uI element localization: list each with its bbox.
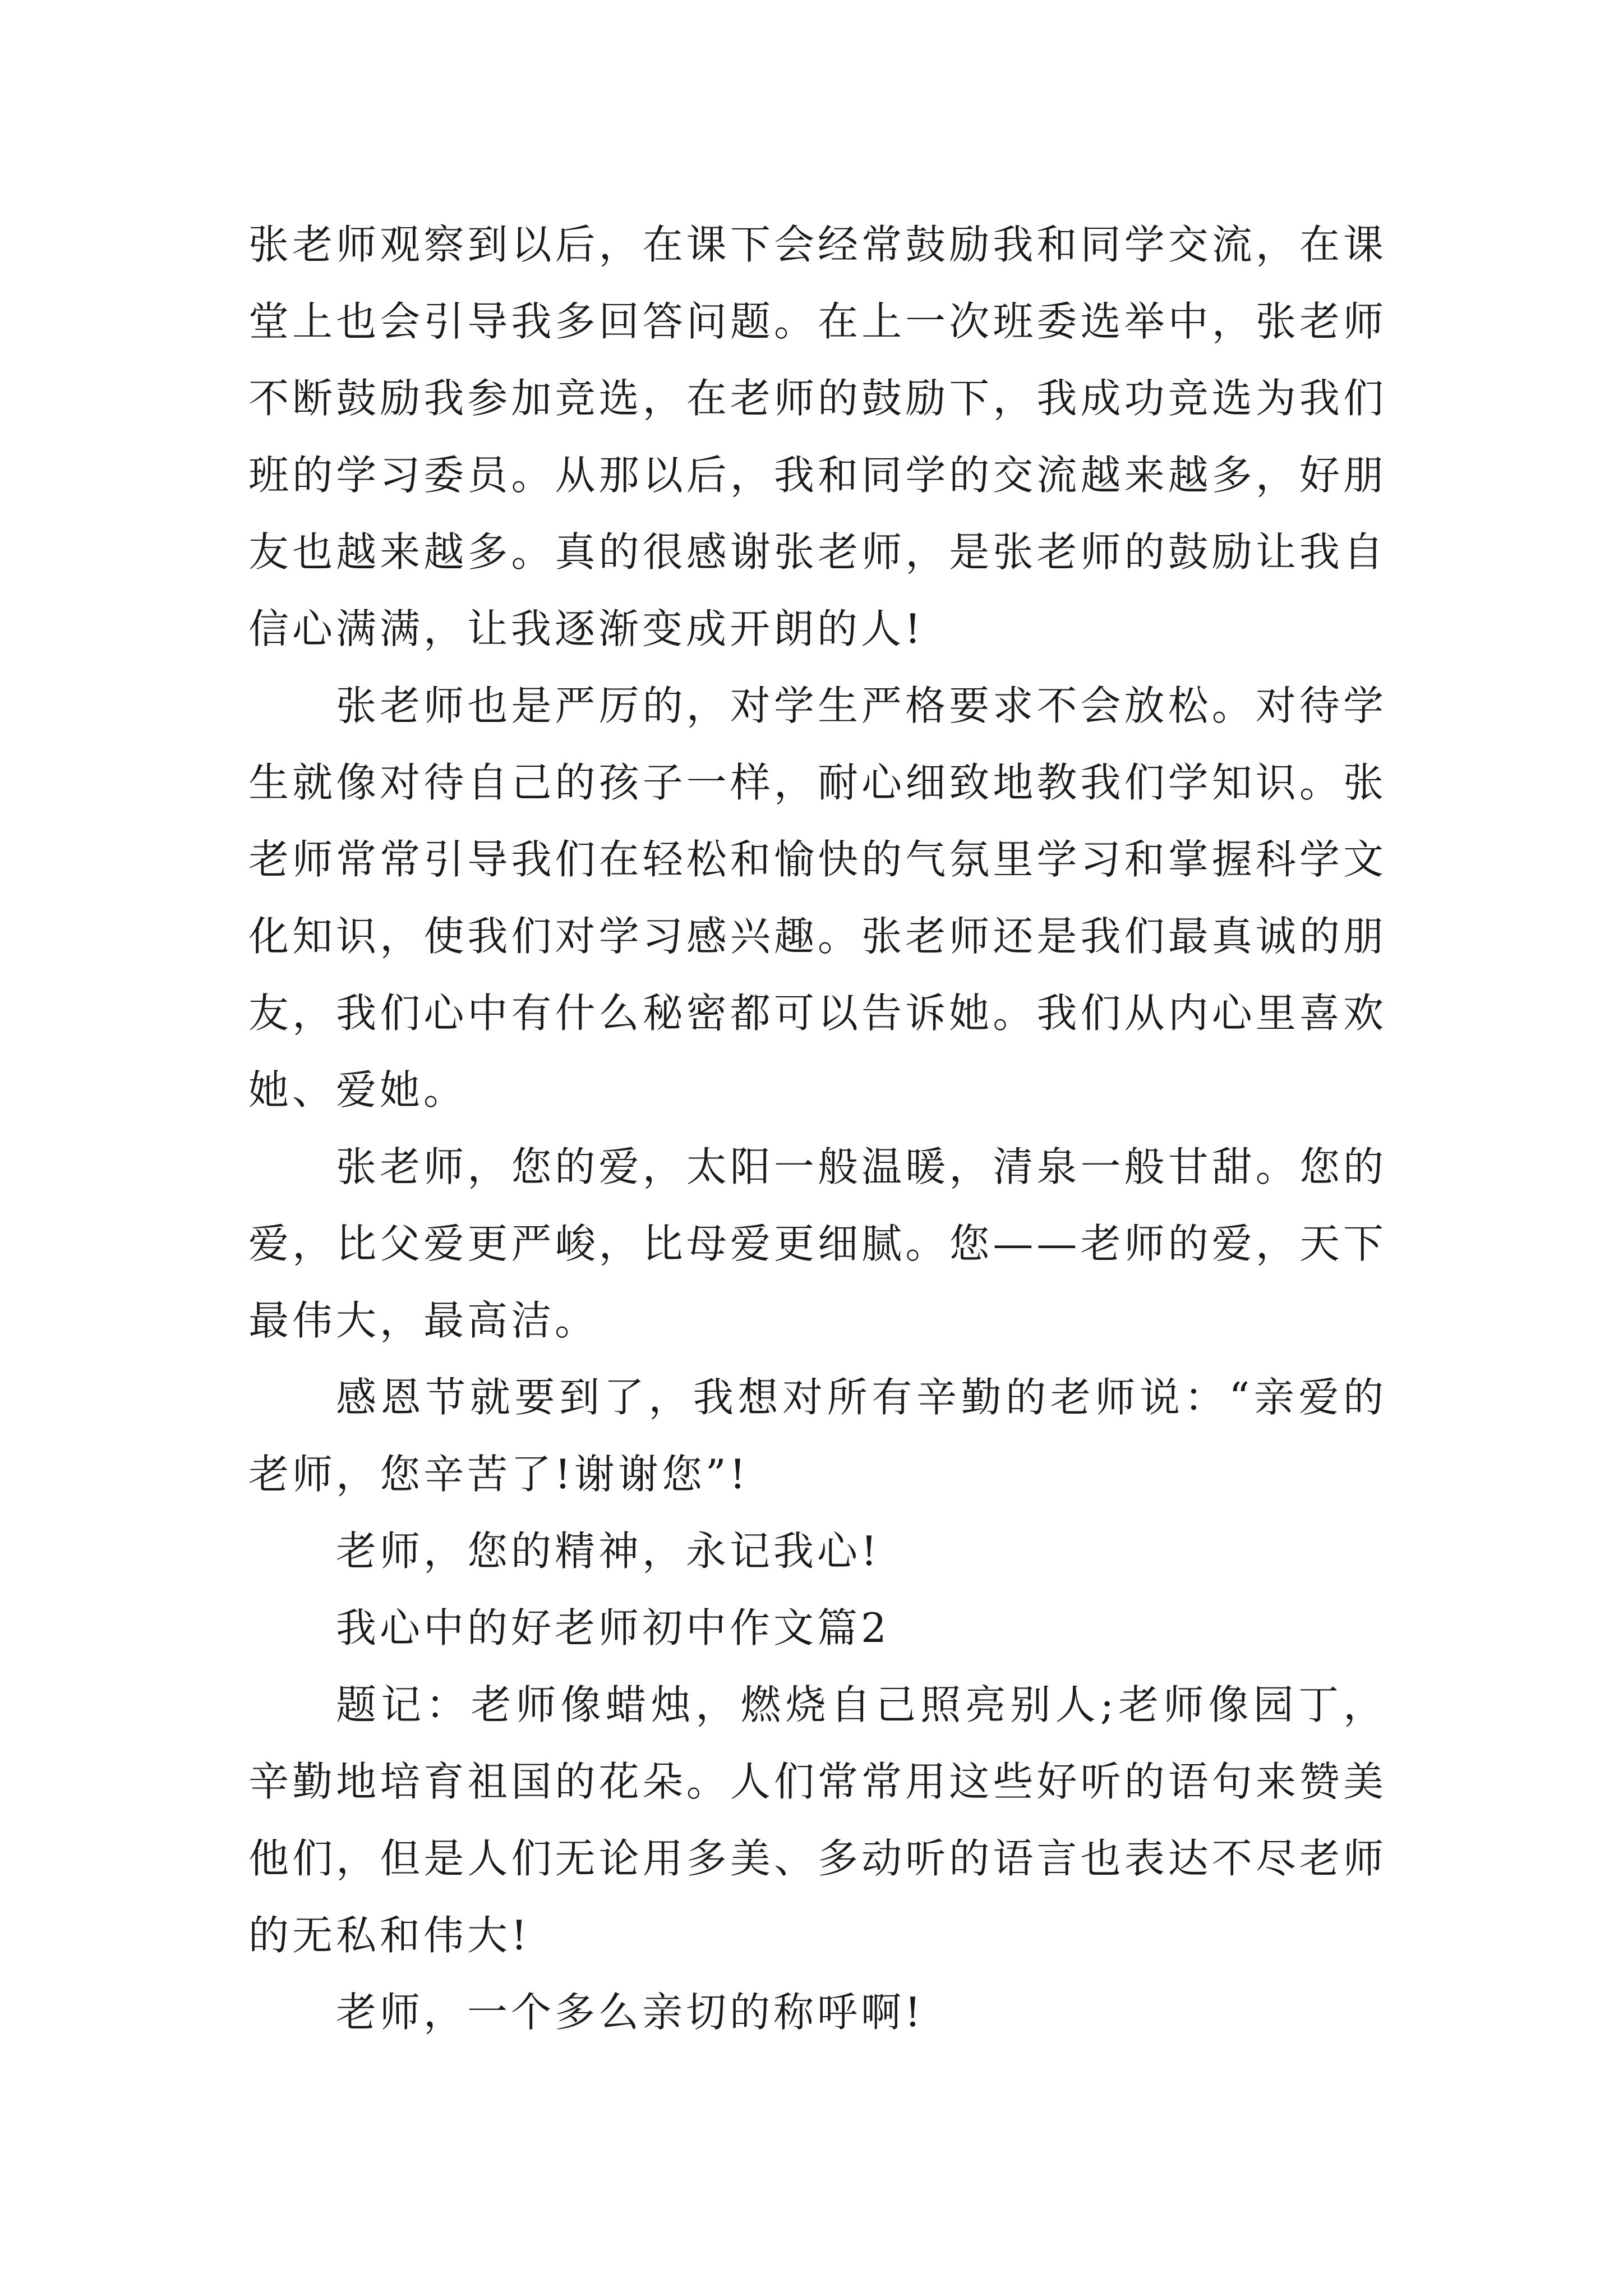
paragraph-thanksgiving: 感恩节就要到了，我想对所有辛勤的老师说：“亲爱的老师，您辛苦了!谢谢您”! xyxy=(248,1374,1387,1498)
paragraph-continuation: 张老师观察到以后，在课下会经常鼓励我和同学交流，在课堂上也会引导我多回答问题。在上一次班委选举中，张老师不断鼓励我参加竞选，在老师的鼓励下，我成功竞选为我们班的学习委员。从那以后，我和同学的交流越来越多，好朋友也越来越多。真的很感谢张老师，是张老师的鼓励让我自信心满满，让我逐渐变成开朗的人! xyxy=(248,221,1387,652)
document-body xyxy=(248,206,1387,2051)
essay-heading: 我心中的好老师初中作文篇2 xyxy=(336,1604,890,1651)
paragraph-teacher-love: 张老师，您的爱，太阳一般温暖，清泉一般甘甜。您的爱，比父爱更严峻，比母爱更细腻。您——老师的爱，天下最伟大，最高洁。 xyxy=(248,1143,1387,1344)
paragraph-strict-teacher: 张老师也是严厉的，对学生严格要求不会放松。对待学生就像对待自己的孩子一样，耐心细致地教我们学知识。张老师常常引导我们在轻松和愉快的气氛里学习和掌握科学文化知识，使我们对学习感兴趣。张老师还是我们最真诚的朋友，我们心中有什么秘密都可以告诉她。我们从内心里喜欢她、爱她。 xyxy=(248,682,1387,1114)
paragraph-epigraph: 题记：老师像蜡烛，燃烧自己照亮别人;老师像园丁，辛勤地培育祖国的花朵。人们常常用这些好听的语句来赞美他们，但是人们无论用多美、多动听的语言也表达不尽老师的无私和伟大! xyxy=(248,1681,1387,1959)
paragraph-closing: 老师，一个多么亲切的称呼啊! xyxy=(336,1989,924,2036)
paragraph-spirit: 老师，您的精神，永记我心! xyxy=(336,1527,880,1575)
